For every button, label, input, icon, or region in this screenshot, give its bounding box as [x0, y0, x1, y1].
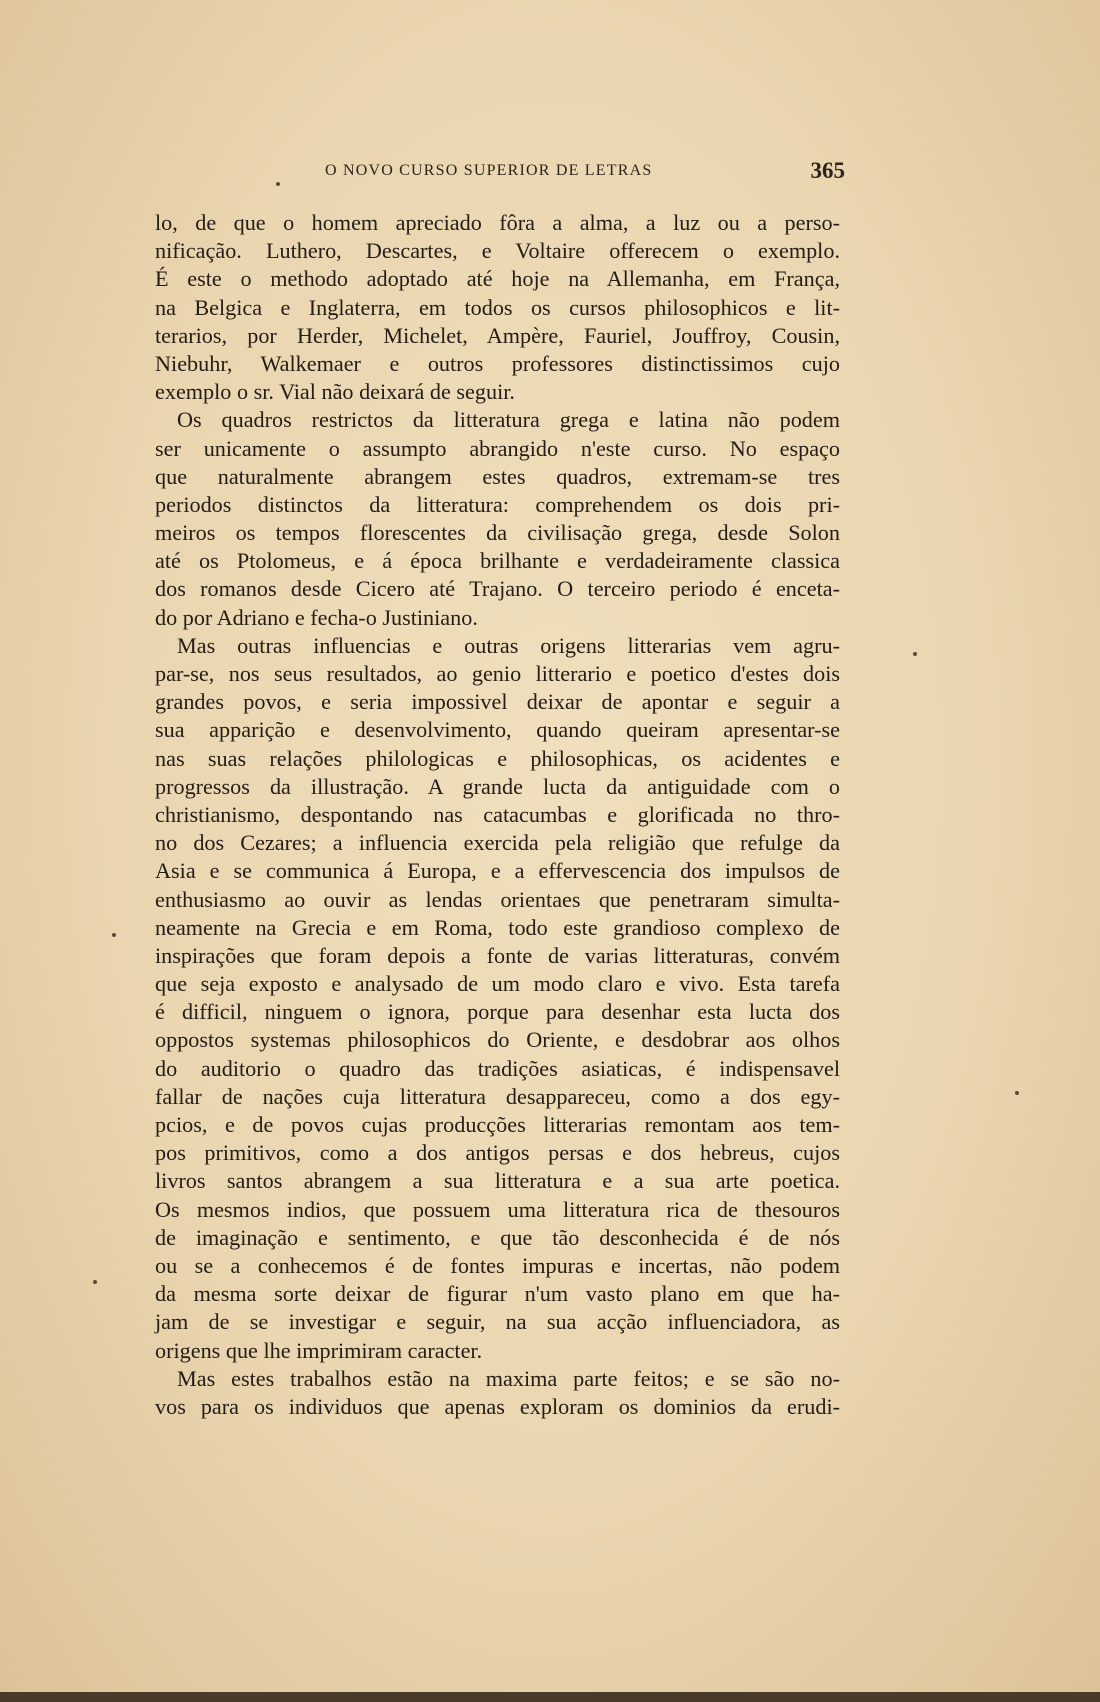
text-line: vos para os individuos que apenas exploram os dominios da erudi- [155, 1393, 840, 1419]
text-line: do auditorio o quadro das tradições asiaticas, é indispensavel [155, 1055, 840, 1081]
page-header [155, 158, 845, 188]
text-line: no dos Cezares; a influencia exercida pela religião que refulge da [155, 830, 840, 856]
text-line: ser unicamente o assumpto abrangido n'este curso. No espaço [155, 435, 840, 461]
text-line: de imaginação e sentimento, e que tão desconhecida é de nós [155, 1224, 840, 1250]
text-line: livros santos abrangem a sua litteratura e a sua arte poetica. [155, 1168, 840, 1194]
text-line: par-se, nos seus resultados, ao genio litterario e poetico d'estes dois [155, 661, 840, 686]
text-line: Os quadros restrictos da litteratura grega e latina não podem [177, 407, 840, 433]
text-line: dos romanos desde Cicero até Trajano. O terceiro periodo é enceta- [155, 576, 840, 602]
text-line: é difficil, ninguem o ignora, porque para desenhar esta lucta dos [155, 999, 840, 1025]
text-line: progressos da illustração. A grande lucta da antiguidade com o [155, 773, 840, 799]
ink-speck [112, 933, 116, 937]
text-line: que naturalmente abrangem estes quadros, extremam-se tres [155, 463, 840, 489]
text-line: periodos distinctos da litteratura: comprehendem os dois pri- [155, 491, 840, 517]
text-line: Mas estes trabalhos estão na maxima parte feitos; e se são no- [177, 1365, 840, 1391]
text-line: pcios, e de povos cujas producções litterarias remontam aos tem- [155, 1112, 840, 1137]
text-line: meiros os tempos florescentes da civilisação grega, desde Solon [155, 520, 840, 546]
text-line: fallar de nações cuja litteratura desappareceu, como a dos egy- [155, 1083, 840, 1109]
text-line: do por Adriano e fecha-o Justiniano. [155, 604, 478, 630]
ink-speck [1015, 1091, 1019, 1095]
text-line: pos primitivos, como a dos antigos persas e dos hebreus, cujos [155, 1140, 840, 1166]
text-line: grandes povos, e seria impossivel deixar de apontar e seguir a [155, 689, 840, 715]
running-title: O NOVO CURSO SUPERIOR DE LETRAS [325, 162, 653, 179]
text-line: jam de se investigar e seguir, na sua acção influenciadora, as [155, 1309, 840, 1335]
text-line: Os mesmos indios, que possuem uma litteratura rica de thesouros [155, 1196, 840, 1222]
text-line: sua apparição e desenvolvimento, quando queiram apresentar-se [155, 717, 840, 743]
page-bottom-edge [0, 1692, 1100, 1702]
text-line: enthusiasmo ao ouvir as lendas orientaes que penetraram simulta- [155, 886, 840, 912]
text-line: ou se a conhecemos é de fontes impuras e incertas, não podem [155, 1252, 840, 1278]
text-line: até os Ptolomeus, e á época brilhante e verdadeiramente classica [155, 548, 840, 574]
ink-speck [276, 182, 280, 186]
text-line: É este o methodo adoptado até hoje na Allemanha, em França, [155, 266, 840, 292]
text-line: nas suas relações philologicas e philosophicas, os acidentes e [155, 745, 840, 771]
text-line: lo, de que o homem apreciado fôra a alma, a luz ou a perso- [155, 210, 840, 235]
text-line: da mesma sorte deixar de figurar n'um vasto plano em que ha- [155, 1281, 840, 1307]
text-line: oppostos systemas philosophicos do Oriente, e desdobrar aos olhos [155, 1027, 840, 1053]
ink-speck [913, 652, 917, 656]
text-line: Mas outras influencias e outras origens litterarias vem agru- [177, 632, 840, 658]
text-line: terarios, por Herder, Michelet, Ampère, Fauriel, Jouffroy, Cousin, [155, 322, 840, 348]
text-line: na Belgica e Inglaterra, em todos os cursos philosophicos e lit- [155, 294, 840, 320]
text-line: christianismo, despontando nas catacumbas e glorificada no thro- [155, 801, 840, 827]
text-line: Asia e se communica á Europa, e a effervescencia dos impulsos de [155, 858, 840, 884]
text-line: neamente na Grecia e em Roma, todo este grandioso complexo de [155, 914, 840, 940]
text-line: Niebuhr, Walkemaer e outros professores distinctissimos cujo [155, 350, 840, 376]
text-line: inspirações que foram depois a fonte de varias litteraturas, convém [155, 942, 840, 968]
ink-speck [93, 1280, 97, 1284]
text-line: que seja exposto e analysado de um modo claro e vivo. Esta tarefa [155, 971, 840, 997]
text-line: exemplo o sr. Vial não deixará de seguir. [155, 379, 515, 405]
text-line: nificação. Luthero, Descartes, e Voltaire offerecem o exemplo. [155, 238, 840, 264]
body-text [155, 209, 840, 1421]
text-line: origens que lhe imprimiram caracter. [155, 1337, 483, 1363]
page-number: 365 [810, 158, 845, 183]
